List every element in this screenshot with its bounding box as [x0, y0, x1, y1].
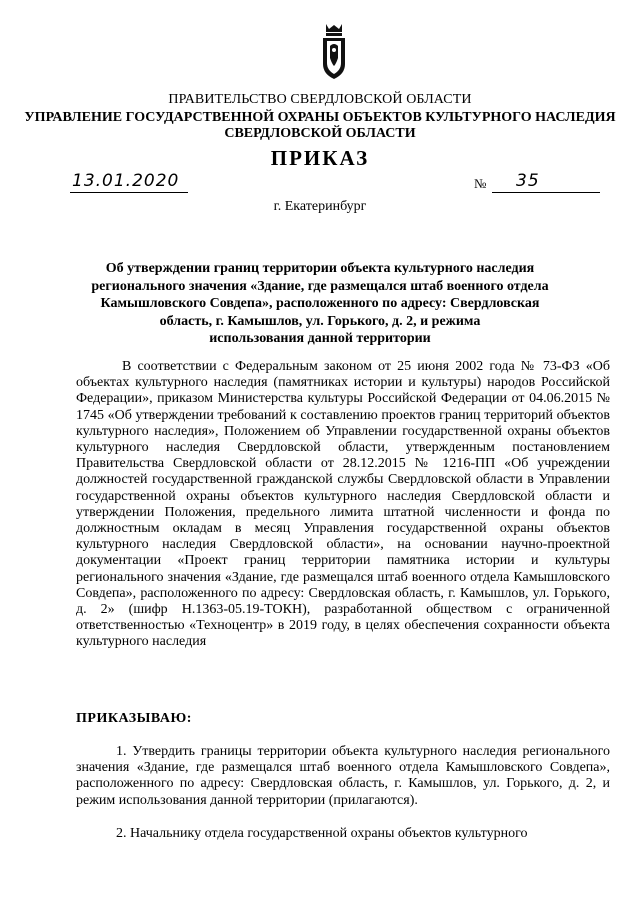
department-line-1: УПРАВЛЕНИЕ ГОСУДАРСТВЕННОЙ ОХРАНЫ ОБЪЕКТОВ КУЛЬТУРНОГО НАСЛЕДИЯ: [24, 110, 616, 125]
handwritten-date: 13.01.2020: [72, 171, 180, 191]
order-item-2: 2. Начальнику отдела государственной охраны объектов культурного: [116, 826, 528, 841]
order-item-1: 1. Утвердить границы территории объекта культурного наследия регионального значения «Здание, где размещался штаб военного отдела Камышловского Совдепа», расположенного по адресу: Свердловская область, г. Камышлов, ул. Горького, д. 2, и режим использования данной территории (прилагаются).: [76, 744, 610, 808]
order-word: ПРИКАЗЫВАЮ:: [76, 711, 192, 726]
subject-line: Камышловского Совдепа», расположенного по адресу: Свердловская: [100, 296, 540, 311]
subject-line: область, г. Камышлов, ул. Горького, д. 2, и режима: [159, 313, 481, 329]
government-name: ПРАВИТЕЛЬСТВО СВЕРДЛОВСКОЙ ОБЛАСТИ: [168, 92, 472, 107]
subject-line: Об утверждении границ территории объекта культурного наследия: [105, 261, 535, 276]
subject-heading: [0, 260, 640, 348]
number-field: [492, 170, 600, 193]
handwritten-number: 35: [516, 171, 540, 191]
preamble-paragraph: В соответствии с Федеральным законом от 25 июня 2002 года № 73-ФЗ «Об объектах культурного наследия (памятниках истории и культуры) народов Российской Федерации», приказом Министерства культуры Российской Федерации от 04.06.2015 № 1745 «Об утверждении требований к составлению проектов границ территорий объектов культурного наследия», Положением об Управлении государственной охраны объектов культурного наследия Свердловской области, утвержденным постановлением Правительства Свердловской области от 28.12.2015 № 1216-ПП «Об учреждении должностей государственной гражданской службы Свердловской области в Управлении государственной охраны объектов культурного наследия Свердловской области и утверждении Положения, предельного лимита штатной численности и фонда по должностным окладам в месяц Управления государственной охраны объектов культурного наследия Свердловской области», на основании научно-проектной документации «Проект границ территории памятника истории и культуры регионального значения «Здание, где размещался штаб военного отдела Камышловского Совдепа», расположенного по адресу: Свердловская область, г. Камышлов, ул. Горького, д. 2» (шифр Н.1363-05.19-ТОКН), разработанной обществом с ограниченной ответственностью «Техноцентр» в 2019 году, в целях обеспечения сохранности объекта культурного наследия: [76, 359, 610, 650]
sverdlovsk-coat-of-arms-icon: [318, 20, 350, 82]
department-name: [0, 110, 640, 142]
document-title: ПРИКАЗ: [270, 146, 370, 170]
subject-line: регионального значения «Здание, где размещался штаб военного отдела: [91, 278, 549, 294]
department-line-2: СВЕРДЛОВСКОЙ ОБЛАСТИ: [224, 126, 416, 141]
number-label: №: [474, 176, 487, 191]
date-field: [70, 170, 188, 193]
city: г. Екатеринбург: [273, 199, 367, 214]
subject-line: использования данной территории: [209, 331, 431, 346]
